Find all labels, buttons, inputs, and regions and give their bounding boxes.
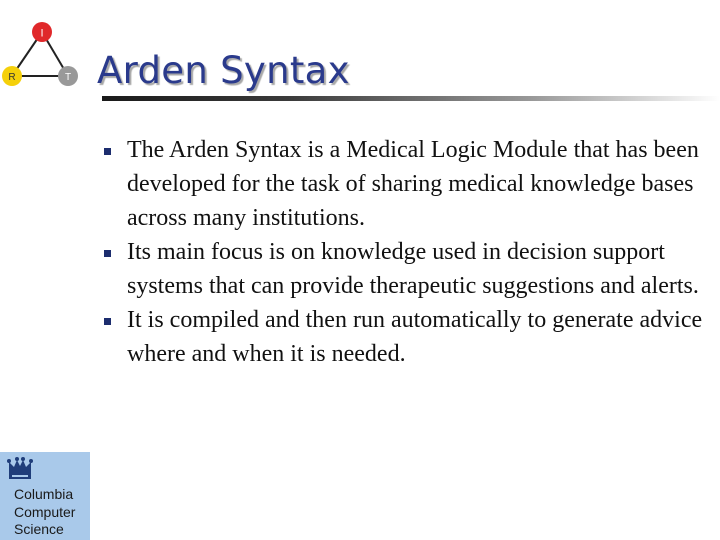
square-bullet-icon xyxy=(104,250,111,257)
logo-line-computer: Computer xyxy=(14,503,76,520)
bullet-item xyxy=(104,133,704,235)
bullet-item xyxy=(104,235,704,303)
svg-text:T: T xyxy=(64,72,72,83)
columbia-logo-text xyxy=(14,486,75,539)
irt-node-r xyxy=(2,66,22,86)
bullet-item xyxy=(104,303,704,371)
square-bullet-icon xyxy=(104,148,111,155)
title-divider xyxy=(102,96,720,101)
crown-icon xyxy=(6,456,34,482)
bullet-text: Its main focus is on knowledge used in decision support systems that can provide therapeutic suggestions and alerts. xyxy=(127,239,699,299)
square-bullet-icon xyxy=(104,318,111,325)
bullet-text: The Arden Syntax is a Medical Logic Module that has been developed for the task of sharing medical knowledge bases across many institutions. xyxy=(127,137,699,231)
bullet-list xyxy=(104,133,704,371)
columbia-logo xyxy=(0,452,90,540)
svg-text:R: R xyxy=(8,72,16,83)
irt-logo xyxy=(0,18,90,98)
irt-node-i xyxy=(32,22,52,42)
irt-node-t xyxy=(58,66,78,86)
svg-text:I: I xyxy=(40,27,44,40)
bullet-text: It is compiled and then run automatically to generate advice where and when it is needed. xyxy=(127,307,703,367)
logo-line-science: Science xyxy=(14,521,64,537)
logo-line-columbia: Columbia xyxy=(14,486,74,502)
slide-title: Arden Syntax xyxy=(97,49,350,92)
